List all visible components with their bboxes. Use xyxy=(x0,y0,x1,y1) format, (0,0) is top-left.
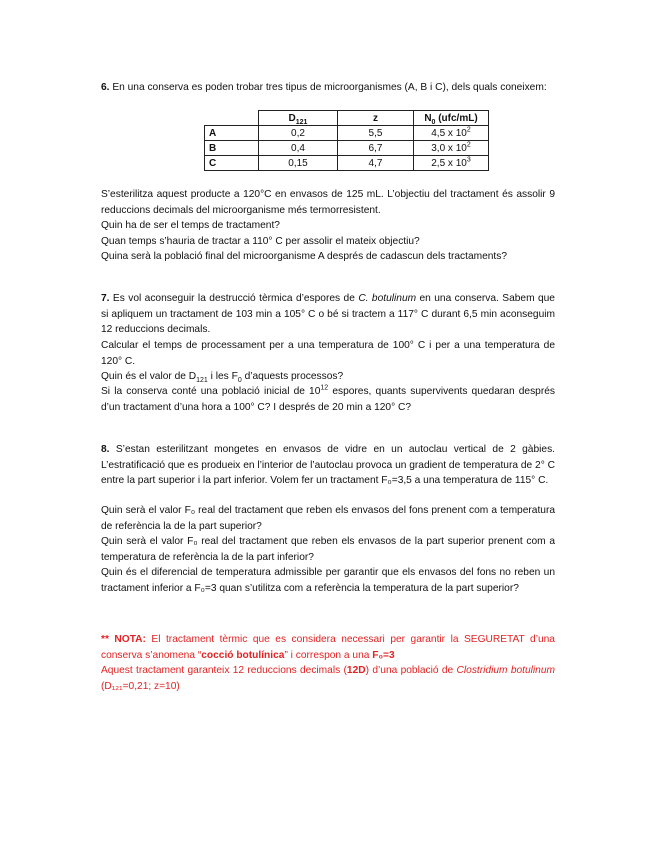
cell-z: 6,7 xyxy=(338,141,414,156)
note-label: ** NOTA: xyxy=(101,634,146,645)
problem-7-q3: Si la conserva conté una població inicial de $10^{12}$ espores, quants supervivents quedaran després d’un tractament d’una hora a 100° C? I després de 20 min a 120° C? xyxy=(101,384,555,413)
question: Calcular el temps de processament per a una temperatura de 100° C i per a una temperatura de 120° C. xyxy=(101,340,555,367)
problem-text: S’esterilitza aquest producte a 120°C en envasos de 125 mL. L’objectiu del tractament és assolir 9 reduccions decimals del microorganisme més termorresistent. xyxy=(101,189,555,216)
cell-n0: 3,0 x $10^2$ xyxy=(414,141,489,156)
row-label: C xyxy=(205,156,259,171)
problem-7-intro: 7. Es vol aconseguir la destrucció tèrmica d’espores de C. botulinum en una conserva. Sabem que si apliquem un tractament de 103 min a 105° C o bé si tractem a 117° C durant 6,5 min aconseguim 12 reduccions decimals. xyxy=(101,293,555,335)
column-header-d121: $D_{121}$ xyxy=(259,111,338,126)
cell-n0: 4,5 x $10^2$ xyxy=(414,126,489,141)
cell-z: 5,5 xyxy=(338,126,414,141)
table-corner xyxy=(205,111,259,126)
question: Quan temps s’hauria de tractar a 110° C per assolir el mateix objectiu? xyxy=(101,235,420,247)
problem-6-intro xyxy=(101,80,555,96)
row-label: A xyxy=(205,126,259,141)
problem-number: 8. xyxy=(101,444,110,455)
cell-n0: 2,5 x $10^3$ xyxy=(414,156,489,171)
cell-d121: 0,15 xyxy=(259,156,338,171)
column-header-z: z xyxy=(338,111,414,126)
organism-name: C. botulinum xyxy=(358,293,417,304)
problem-text: S’estan esterilitzant mongetes en envasos de vidre en un autoclau vertical de 2 gàbies. L’estratificació que es produeix en l’interior de l’autoclau provoca un gradient de temperatura de 2° C entre la part superior i la part inferior. Volem fer un tractament F₀=3,5 a una temperatura de 115° C. xyxy=(101,444,555,486)
cell-d121: 0,2 xyxy=(259,126,338,141)
problem-number: 7. xyxy=(101,293,110,304)
cell-z: 4,7 xyxy=(338,156,414,171)
problem-6-questions xyxy=(101,218,555,265)
problem-8-questions: Quin serà el valor F₀ real del tractament que reben els envasos del fons prenent com a temperatura de referència la de la part superior? Quin serà el valor F₀ real del tractament que reben els envasos de la part superior prenent com a temperatura de referència la de la part inferior? Quin és el diferencial de temperatura admissible per garantir que els envasos del fons no reben un tractament inferior a F₀=3 quan s’utilitza com a referència la temperatura de la part superior? xyxy=(101,505,555,594)
row-label: B xyxy=(205,141,259,156)
problem-6-statement xyxy=(101,187,555,218)
problem-7-q2: Quin és el valor de $D_{121}$ i les $F_0$ d’aquests processos? xyxy=(101,371,344,385)
problem-8-intro xyxy=(101,442,555,489)
problem-number: 6. xyxy=(101,82,110,93)
table-row xyxy=(205,141,489,156)
problem-text: En una conserva es poden trobar tres tipus de microorganismes (A, B i C), dels quals coneixem: xyxy=(112,82,547,93)
table-row xyxy=(205,126,489,141)
question: Quina serà la població final del microorganisme A després de cadascun dels tractaments? xyxy=(101,251,508,262)
table-header-row xyxy=(205,111,489,126)
cell-d121: 0,4 xyxy=(259,141,338,156)
problem-7-calc xyxy=(101,338,555,369)
question: Quin ha de ser el temps de tractament? xyxy=(101,220,280,231)
table-row xyxy=(205,156,489,171)
microorganism-table xyxy=(204,110,489,171)
column-header-n0: $N_0$ (ufc/mL) xyxy=(414,111,489,126)
note-box: ** NOTA: El tractament tèrmic que es considera necessari per garantir la SEGURETAT d’una conserva s’anomena “cocció botulínica” i correspon a una F₀=3 Aquest tractament garanteix 12 reduccions decimals (12D) d’una població de Clostridium botulinum (D₁₂₁=0,21; z=10) xyxy=(101,634,555,692)
